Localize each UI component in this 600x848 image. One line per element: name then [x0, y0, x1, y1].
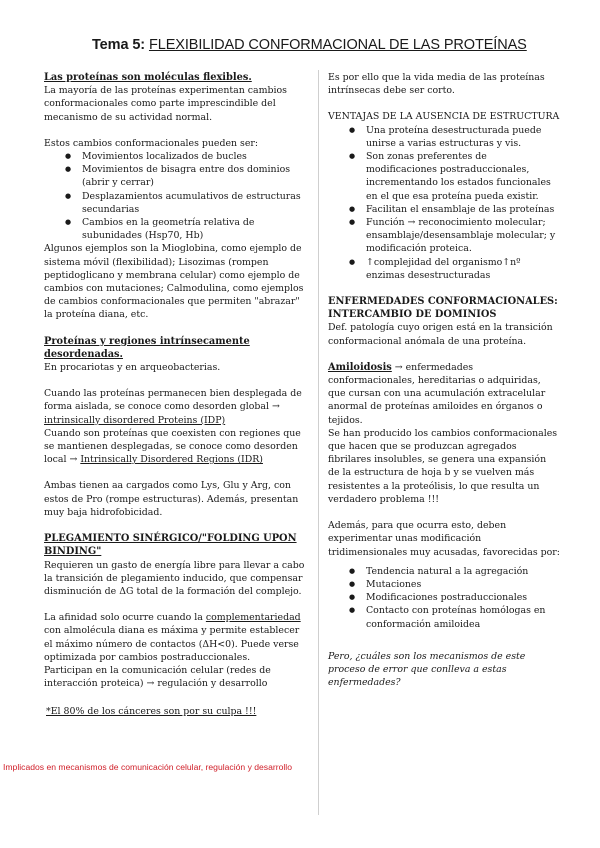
section-heading-disordered: Proteínas y regiones intrínsecamente desordenadas. — [44, 335, 250, 360]
text: con almolécula diana es máxima y permite establecer el máximo número de contactos (ΔH<0). Puede verse optimizada por cambios postraduccionales. — [44, 625, 300, 663]
red-annotation: Implicados en mecanismos de comunicación celular, regulación y desarrollo — [3, 762, 292, 772]
right-column — [328, 71, 560, 689]
factors-list — [328, 565, 560, 631]
paragraph: Participan en la comunicación celular (redes de interacción proteica) → regulación y desarrollo — [44, 664, 271, 690]
idp-term: intrinsically disordered Proteins (IDP) — [44, 414, 226, 426]
list-item: ● Son zonas preferentes de modificaciones postraduccionales, incrementando los estados funcionales en el que esa proteína pueda existir. — [366, 150, 560, 203]
complementarity-term: complementariedad — [205, 612, 301, 624]
left-column — [44, 71, 309, 719]
idr-term: Intrinsically Disordered Regions (IDR) — [80, 454, 263, 466]
list-item: ● Cambios en la geometría relativa de subunidades (Hsp70, Hb) — [82, 216, 309, 242]
list-item: ● Modificaciones postraduccionales — [366, 591, 560, 604]
amyloidosis-term: Amiloidosis — [328, 361, 392, 373]
column-divider — [318, 70, 319, 815]
paragraph: En procariotas y en arqueobacterias. — [44, 362, 221, 374]
section-heading-folding: PLEGAMIENTO SINÉRGICO/"FOLDING UPON BINDING" — [44, 533, 297, 558]
paragraph — [44, 611, 309, 664]
closing-question: Pero, ¿cuáles son los mecanismos de este proceso de error que conlleva a estas enfermedades? — [328, 650, 526, 689]
text: Cuando son proteínas que coexisten con regiones que se mantienen desplegadas, se conoce como desorden local → — [44, 427, 301, 466]
list-item: ● Contacto con proteínas homólogas en conformación amiloidea — [366, 604, 560, 630]
list-item: ● ↑complejidad del organismo↑nº enzimas desestructuradas — [366, 256, 560, 282]
section-heading-diseases: ENFERMEDADES CONFORMACIONALES: INTERCAMBIO DE DOMINIOS — [328, 296, 558, 321]
list-item: ● Mutaciones — [366, 578, 560, 591]
list-item: ● Movimientos de bisagra entre dos dominios (abrir y cerrar) — [82, 163, 309, 189]
paragraph — [328, 361, 560, 427]
paragraph: Estos cambios conformacionales pueden ser: — [44, 137, 259, 149]
list-item: ● Desplazamientos acumulativos de estructuras secundarias — [82, 190, 309, 216]
list-item: ● Tendencia natural a la agregación — [366, 565, 560, 578]
advantages-list — [328, 124, 560, 282]
list-item: ● Una proteína desestructurada puede unirse a varias estructuras y vis. — [366, 124, 560, 150]
list-item: ● Función → reconocimiento molecular; ensamblaje/desensamblaje molecular; y modificación proteica. — [366, 216, 560, 256]
paragraph: La mayoría de las proteínas experimentan cambios conformacionales como parte imprescindible del mecanismo de su actividad normal. — [44, 85, 287, 123]
section-heading-advantages: VENTAJAS DE LA AUSENCIA DE ESTRUCTURA — [328, 111, 560, 123]
cancer-note: *El 80% de los cánceres son por su culpa !!! — [46, 706, 257, 718]
text: → enfermedades conformacionales, hereditarias o adquiridas, que cursan con una acumulación extracelular anormal de proteínas amiloides en órganos o tejidos. — [328, 361, 546, 426]
text: La afinidad solo ocurre cuando la — [44, 612, 203, 624]
paragraph — [44, 387, 309, 427]
paragraph: Algunos ejemplos son la Mioglobina, como ejemplo de sistema móvil (flexibilidad); Lisozimas (rompen peptidoglicano y membrana celular) como ejemplo de cambios con mutaciones; Calmodulina, como ejemplos de cambios conformacionales que permiten "abrazar" la proteína diana, etc. — [44, 243, 304, 321]
page-title — [92, 37, 572, 53]
change-types-list — [44, 150, 309, 242]
paragraph: Ambas tienen aa cargados como Lys, Glu y Arg, con estos de Pro (rompe estructuras). Además, presentan muy baja hidrofobicidad. — [44, 480, 299, 518]
paragraph: Def. patología cuyo origen está en la transición conformacional anómala de una proteína. — [328, 322, 553, 347]
paragraph: Requieren un gasto de energía libre para llevar a cabo la transición de plegamiento inducido, que compensar disminución de ΔG total de la formación del complejo. — [44, 559, 305, 597]
list-item: ● Facilitan el ensamblaje de las proteínas — [366, 203, 560, 216]
text: Cuando las proteínas permanecen bien desplegada de forma aislada, se conoce como desorden global → — [44, 388, 302, 413]
title-text: FLEXIBILIDAD CONFORMACIONAL DE LAS PROTEÍNAS — [148, 37, 527, 53]
title-lead: Tema 5: — [92, 37, 146, 53]
paragraph — [44, 427, 309, 467]
list-item: ● Movimientos localizados de bucles — [82, 150, 309, 163]
section-heading-flexible: Las proteínas son moléculas flexibles. — [44, 72, 252, 83]
paragraph: Se han producido los cambios conformacionales que hacen que se produzcan agregados fibrilares insolubles, se genera una expansión de la estructura de hoja b y se vuelven más resistentes a la proteólisis, lo que resulta un verdadero problema !!! — [328, 427, 558, 505]
paragraph: Además, para que ocurra esto, deben experimentar unas modificación tridimensionales muy acusadas, favorecidas por: — [328, 520, 560, 558]
paragraph: Es por ello que la vida media de las proteínas intrínsecas debe ser corto. — [328, 72, 545, 97]
